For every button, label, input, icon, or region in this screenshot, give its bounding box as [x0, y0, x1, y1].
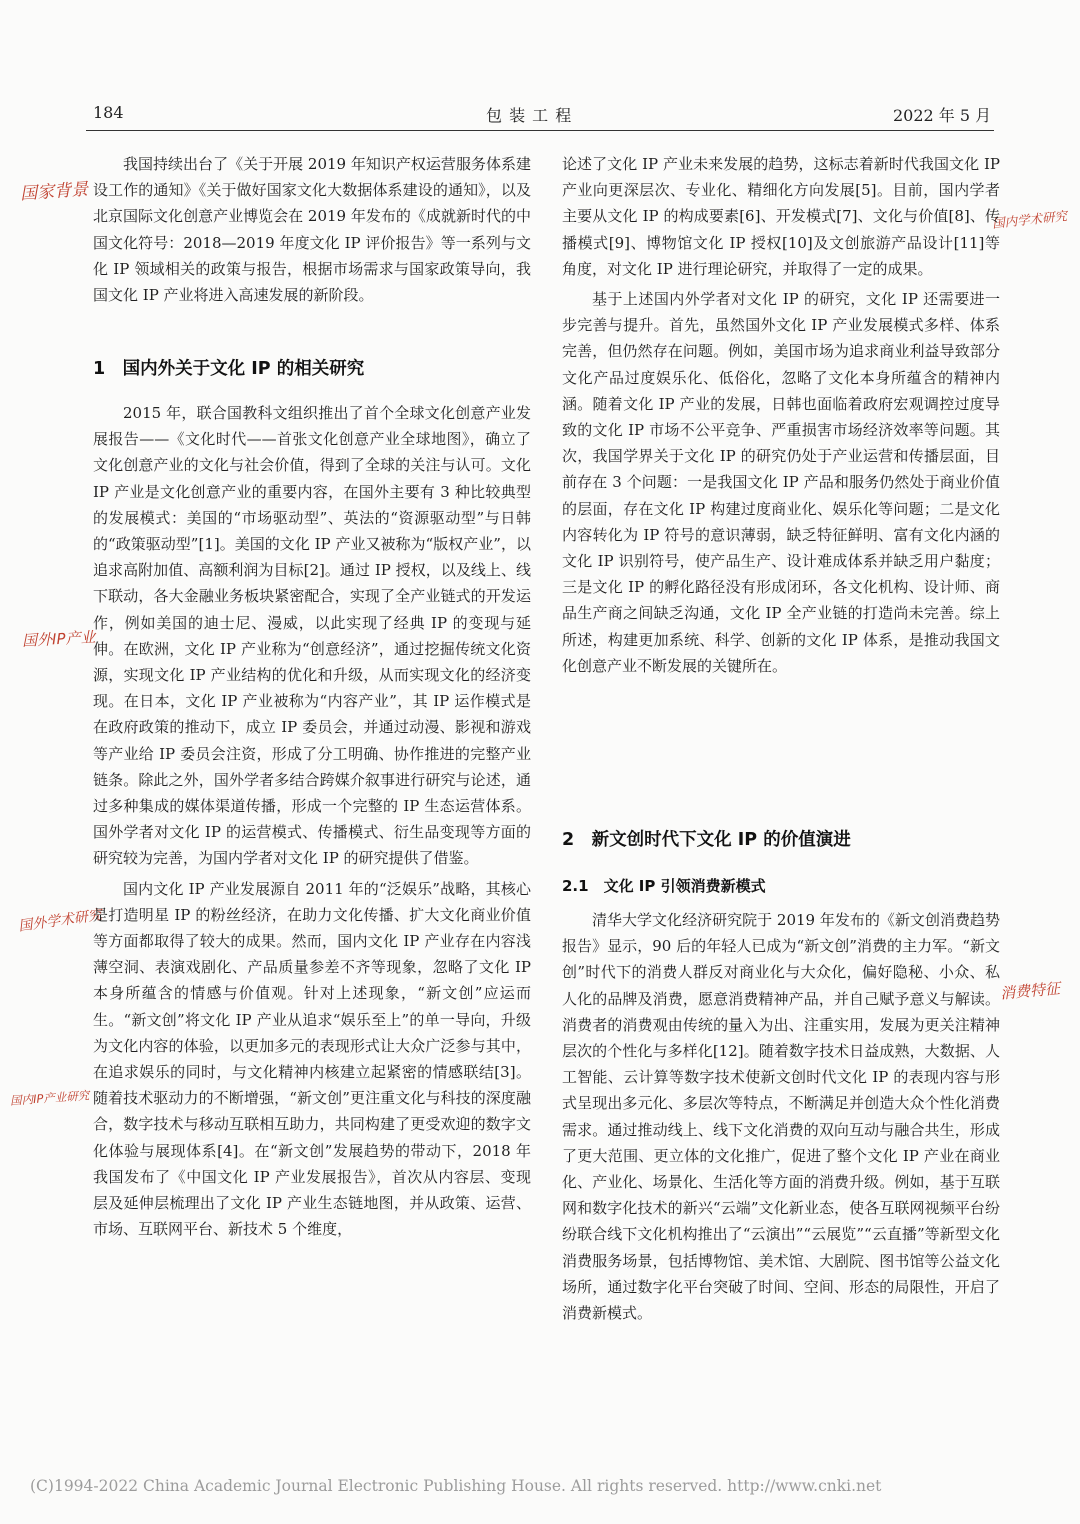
margin-note: 消费特征	[999, 979, 1061, 1003]
margin-note: 国外学术研究	[17, 907, 103, 935]
section-heading: 1 国内外关于文化 IP 的相关研究	[93, 359, 365, 379]
paragraph: 论述了文化 IP 产业未来发展的趋势，这标志着新时代我国文化 IP 产业向更深层次、专业化、精细化方向发展[5]。目前，国内学者主要从文化 IP 的构成要素[6]、开发模式[7]、文化与价值[8]、传播模式[9]、博物馆文化 IP 授权[10]及文创旅游产品设计[11]等角度，对文化 IP 进行理论研究，并取得了一定的成果。	[562, 155, 1000, 278]
paragraph: 基于上述国内外学者对文化 IP 的研究，文化 IP 还需要进一步完善与提升。首先，虽然国外文化 IP 产业发展模式多样、体系完善，但仍然存在问题。例如，美国市场为追求商业利益导致部分文化产品过度娱乐化、低俗化，忽略了文化本身所蕴含的精神内涵。随着文化 IP 产业的发展，日韩也面临着政府宏观调控过度导致的文化 IP 市场不公平竞争、严重损害市场经济效率等问题。其次，我国学界关于文化 IP 的研究仍处于产业运营和传播层面，目前存在 3 个问题：一是我国文化 IP 产品和服务仍然处于商业价值的层面，存在文化 IP 构建过度商业化、娱乐化等问题；二是文化内容转化为 IP 符号的意识薄弱，缺乏特征鲜明、富有文化内涵的文化 IP 识别符号，使产品生产、设计难成体系并缺乏用户黏度；三是文化 IP 的孵化路径没有形成闭环，各文化机构、设计师、商品生产商之间缺乏沟通，文化 IP 全产业链的打造尚未完善。综上所述，构建更加系统、科学、创新的文化 IP 体系，是推动我国文化创意产业不断发展的关键所在。	[562, 290, 1000, 675]
header-rule	[86, 130, 994, 131]
section-heading: 2 新文创时代下文化 IP 的价值演进	[562, 830, 851, 850]
page-number: 184	[93, 103, 124, 122]
margin-note: 国内学术研究	[991, 208, 1068, 231]
right-column-top	[562, 151, 1000, 679]
left-column-body	[93, 400, 531, 1243]
right-column-body	[562, 907, 1000, 1326]
subsection-heading: 2.1 文化 IP 引领消费新模式	[562, 877, 766, 895]
paragraph: 我国持续出台了《关于开展 2019 年知识产权运营服务体系建设工作的通知》《关于做好国家文化大数据体系建设的通知》，以及北京国际文化创意产业博览会在 2019 年发布的《成就新时代的中国文化符号：2018—2019 年度文化 IP 评价报告》等一系列与文化 IP 领域相关的政策与报告，根据市场需求与国家政策导向，我国文化 IP 产业将进入高速发展的新阶段。	[93, 155, 531, 305]
paragraph: 国内文化 IP 产业发展源自 2011 年的“泛娱乐”战略，其核心是打造明星 IP 的粉丝经济，在助力文化传播、扩大文化商业价值等方面都取得了较大的成果。然而，国内文化 IP 产业存在内容浅薄空洞、表演戏剧化、产品质量参差不齐等现象，忽略了文化 IP 本身所蕴含的情感与价值观。针对上述现象，“新文创”应运而生。“新文创”将文化 IP 产业从追求“娱乐至上”的单一导向，升级为文化内容的体验，以更加多元的表现形式让大众广泛参与其中，在追求娱乐的同时，与文化精神内核建立起紧密的情感联结[3]。随着技术驱动力的不断增强，“新文创”更注重文化与科技的深度融合，数字技术与移动互联相互助力，共同构建了更受欢迎的数字文化体验与展现体系[4]。在“新文创”发展趋势的带动下，2018 年我国发布了《中国文化 IP 产业发展报告》，首次从内容层、变现层及延伸层梳理出了文化 IP 产业生态链地图，并从政策、运营、市场、互联网平台、新技术 5 个维度，	[93, 879, 531, 1239]
paragraph: 2015 年，联合国教科文组织推出了首个全球文化创意产业发展报告——《文化时代——首张文化创意产业全球地图》，确立了文化创意产业的文化与社会价值，得到了全球的关注与认可。文化 IP 产业是文化创意产业的重要内容，在国外主要有 3 种比较典型的发展模式：美国的“市场驱动型”、英法的“资源驱动型”与日韩的“政策驱动型”[1]。美国的文化 IP 产业又被称为“版权产业”，以追求高附加值、高额利润为目标[2]。通过 IP 授权，以及线上、线下联动，各大金融业务板块紧密配合，实现了全产业链式的开发运作，例如美国的迪士尼、漫威，以此实现了经典 IP 的变现与延伸。在欧洲，文化 IP 产业称为“创意经济”，通过挖掘传统文化资源，实现文化 IP 产业结构的优化和升级，从而实现文化的经济变现。在日本，文化 IP 产业被称为“内容产业”，其 IP 运作模式是在政府政策的推动下，成立 IP 委员会，并通过动漫、影视和游戏等产业给 IP 委员会注资，形成了分工明确、协作推进的完整产业链条。除此之外，国外学者多结合跨媒介叙事进行研究与论述，通过多种集成的媒体渠道传播，形成一个完整的 IP 生态运营体系。国外学者对文化 IP 的运营模式、传播模式、衍生品变现等方面的研究较为完善，为国内学者对文化 IP 的研究提供了借鉴。	[93, 404, 531, 868]
journal-title: 包 装 工 程	[486, 106, 573, 125]
margin-note: 国外IP产业	[21, 628, 96, 650]
margin-note: 国内IP产业研究	[9, 1088, 90, 1108]
paragraph: 清华大学文化经济研究院于 2019 年发布的《新文创消费趋势报告》显示，90 后的年轻人已成为“新文创”消费的主力军。“新文创”时代下的消费人群反对商业化与大众化，偏好隐秘、小众、私人化的品牌及消费，愿意消费精神产品，并自己赋予意义与解读。消费者的消费观由传统的量入为出、注重实用，发展为更关注精神层次的个性化与多样化[12]。随着数字技术日益成熟，大数据、人工智能、云计算等数字技术使新文创时代文化 IP 的表现内容与形式呈现出多元化、多层次等特点，不断满足并创造大众个性化消费需求。通过推动线上、线下文化消费的双向互动与融合共生，形成了更大范围、更立体的文化推广，促进了整个文化 IP 产业在商业化、产业化、场景化、生活化等方面的消费升级。例如，基于互联网和数字化技术的新兴“云端”文化新业态，使各互联网视频平台纷纷联合线下文化机构推出了“云演出”“云展览”“云直播”等新型文化消费服务场景，包括博物馆、美术馆、大剧院、图书馆等公益文化场所，通过数字化平台突破了时间、空间、形态的局限性，开启了消费新模式。	[562, 911, 1000, 1323]
issue-date: 2022 年 5 月	[893, 106, 992, 125]
copyright-footer: (C)1994-2022 China Academic Journal Electronic Publishing House. All rights reserved. http://www.cnki.net	[30, 1477, 882, 1495]
margin-note: 国家背景	[19, 179, 89, 205]
left-column-top	[93, 151, 531, 308]
